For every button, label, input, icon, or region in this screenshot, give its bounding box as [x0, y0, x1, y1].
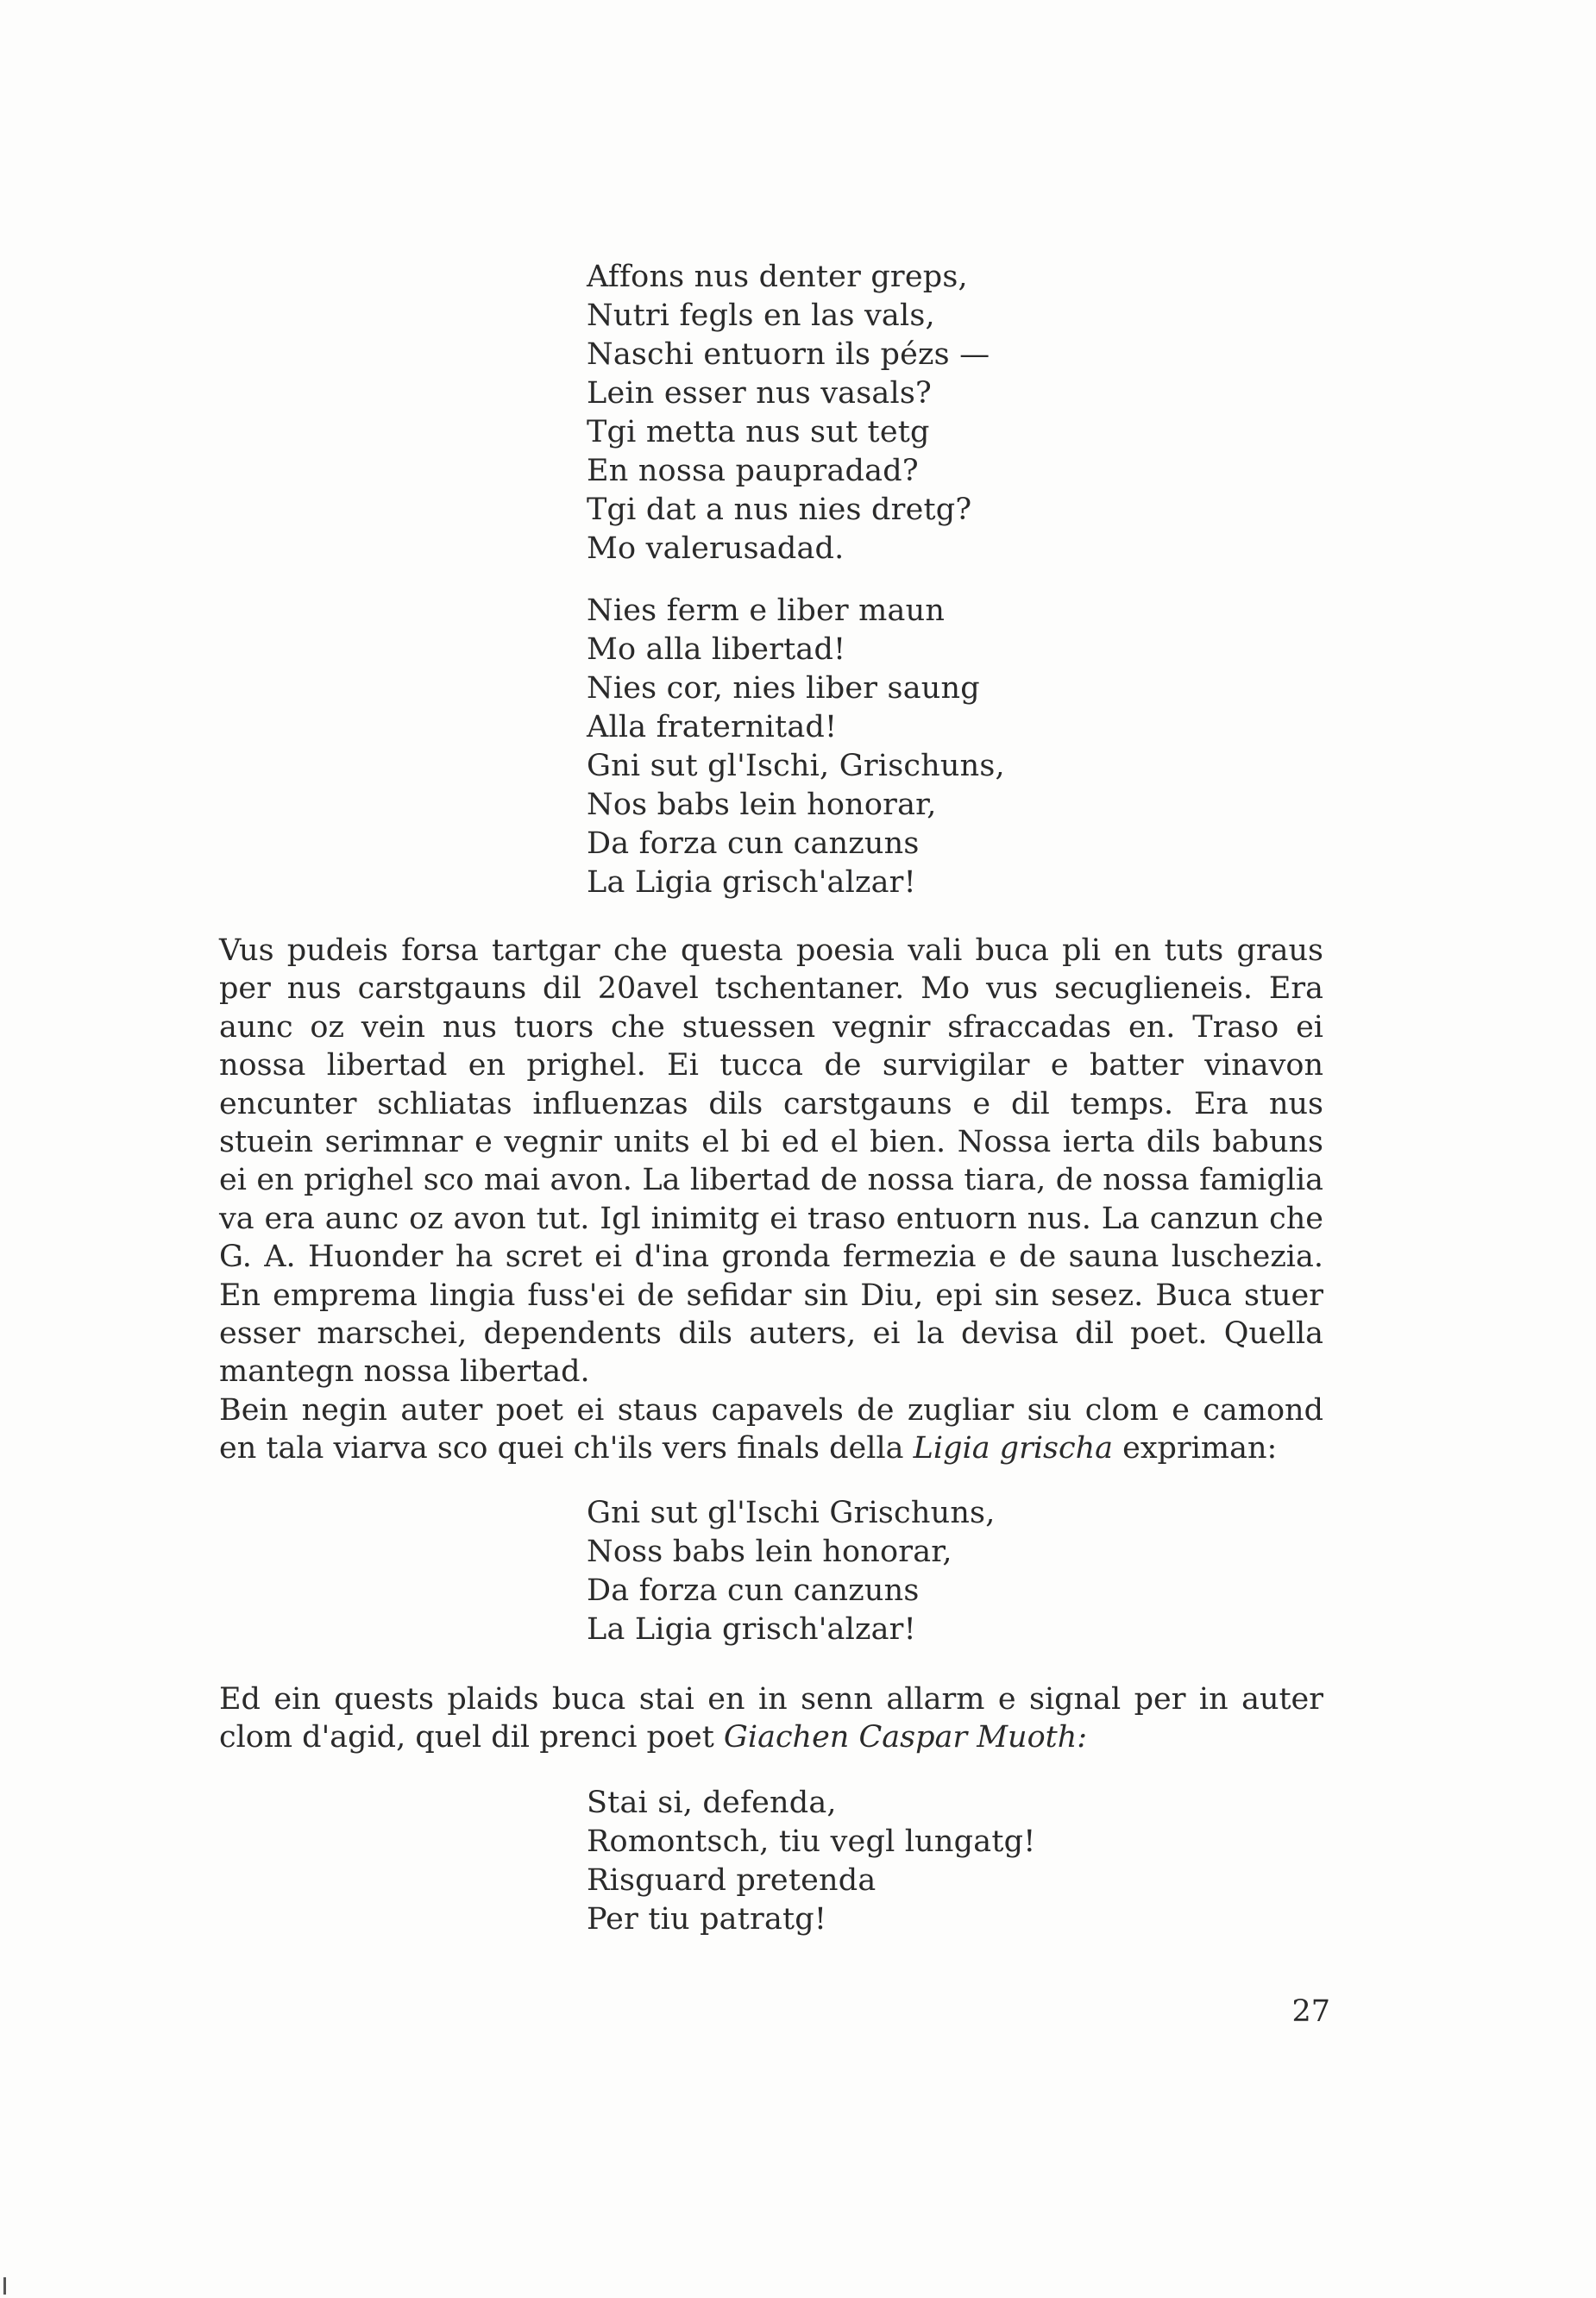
verse-line: Nutri fegls en las vals, — [587, 298, 935, 333]
verse-line: La Ligia grisch'alzar! — [587, 865, 916, 900]
poem-stanza-4 — [587, 1784, 1035, 1939]
page-number: 27 — [1291, 1994, 1330, 2029]
verse-line: Noss babs lein honorar, — [587, 1535, 952, 1569]
paragraph: Vus pudeis forsa tartgar che questa poesia vali buca pli en tuts graus per nus carstgauns dil 20avel tschentaner. Mo vus secuglieneis. Era aunc oz vein nus tuors che stuessen vegnir sfraccadas en. Traso ei nossa libertad en prighel. Ei tucca de survigilar e batter vinavon encunter schliatas influenzas dils carstgauns e dil temps. Era nus stuein serimnar e vegnir units el bi ed el bien. Nossa ierta dils babuns ei en prighel sco mai avon. La libertad de nossa tiara, de nossa famiglia va era aunc oz avon tut. Igl inimitg ei traso entuorn nus. La canzun che G. A. Huonder ha scret ei d'ina gronda fermezia e de sauna luschezia. En emprema lingia fuss'ei de sefidar sin Diu, epi sin sesez. Buca stuer esser marschei, dependents dils auters, ei la devisa dil poet. Quella mantegn nossa libertad. — [219, 933, 1323, 1390]
verse-line: En nossa paupradad? — [587, 454, 919, 488]
verse-line: Per tiu patratg! — [587, 1902, 827, 1937]
verse-line: La Ligia grisch'alzar! — [587, 1612, 916, 1647]
verse-line: Stai si, defenda, — [587, 1786, 837, 1820]
prose-block-1 — [219, 932, 1323, 1468]
verse-line: Gni sut gl'Ischi, Grischuns, — [587, 749, 1005, 783]
verse-line: Lein esser nus vasals? — [587, 376, 932, 411]
paragraph — [219, 1391, 1323, 1468]
paragraph — [219, 1680, 1323, 1757]
verse-line: Da forza cun canzuns — [587, 826, 920, 861]
poem-title-ref: Ligia grischa — [913, 1431, 1113, 1466]
prose-block-2 — [219, 1680, 1323, 1757]
verse-line: Gni sut gl'Ischi Grischuns, — [587, 1496, 996, 1530]
verse-line: Affons nus denter greps, — [587, 260, 968, 294]
paragraph-text: Ed ein quests plaids buca stai en in senn allarm e signal per in auter clom d'agid, quel dil prenci poet — [219, 1682, 1323, 1755]
verse-line: Tgi dat a nus nies dretg? — [587, 493, 972, 527]
verse-line: Nies cor, nies liber saung — [587, 671, 980, 706]
verse-line: Romontsch, tiu vegl lungatg! — [587, 1824, 1036, 1859]
verse-line: Naschi entuorn ils pézs — — [587, 337, 990, 372]
poet-name: Giachen Caspar Muoth: — [723, 1720, 1088, 1755]
poem-stanza-3 — [587, 1494, 996, 1649]
verse-line: Tgi metta nus sut tetg — [587, 415, 930, 449]
paragraph-text: expriman: — [1112, 1431, 1278, 1466]
scan-mark — [3, 2277, 6, 2295]
poem-stanza-2 — [587, 592, 1005, 902]
verse-line: Da forza cun canzuns — [587, 1573, 920, 1608]
verse-line: Risguard pretenda — [587, 1863, 877, 1898]
verse-line: Alla fraternitad! — [587, 710, 838, 744]
poem-stanza-1 — [587, 258, 990, 568]
verse-line: Nos babs lein honorar, — [587, 788, 937, 822]
verse-line: Mo alla libertad! — [587, 632, 846, 667]
verse-line: Mo valerusadad. — [587, 531, 845, 566]
verse-line: Nies ferm e liber maun — [587, 593, 946, 628]
paragraph-text: Bein negin auter poet ei staus capavels de zugliar siu clom e camond en tala viarva sco quei ch'ils vers finals della — [219, 1392, 1323, 1466]
